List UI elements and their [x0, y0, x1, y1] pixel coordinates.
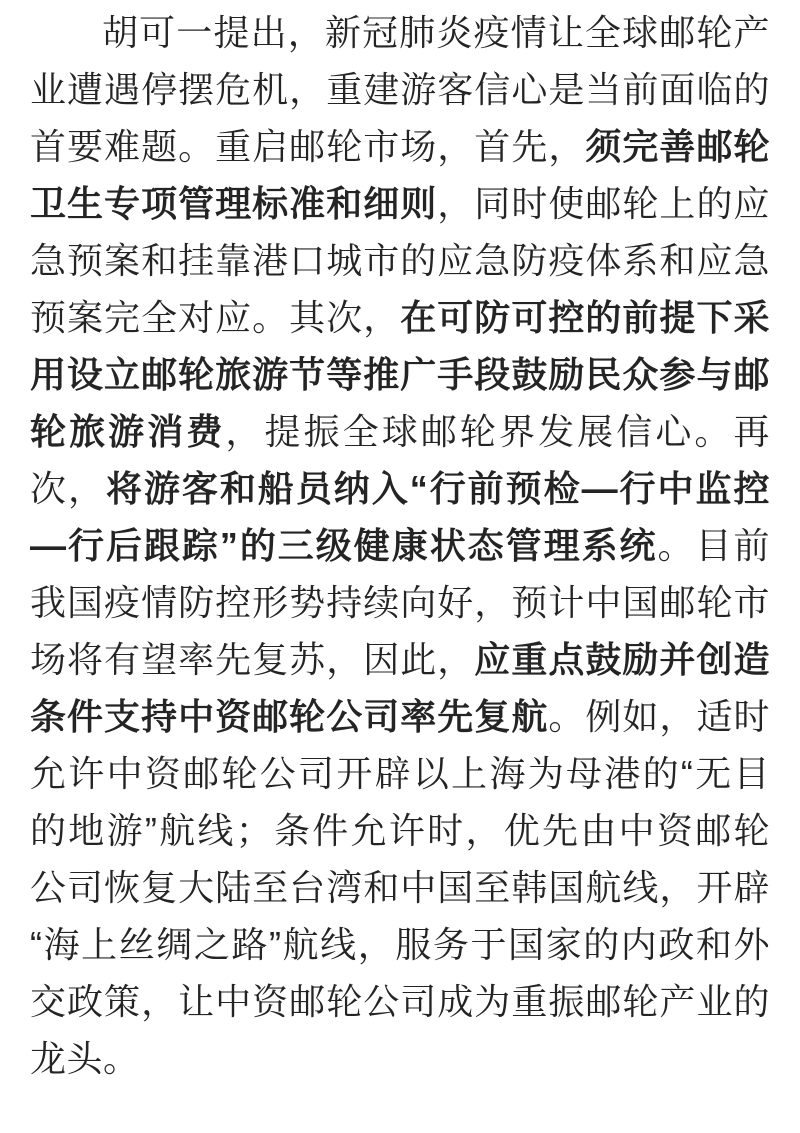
- text-segment-bold: 须完善邮轮卫生专项管理标准和细则: [30, 126, 770, 224]
- article-paragraph: [30, 4, 770, 1087]
- text-segment-bold: 应重点鼓励并创造条件支持中资邮轮公司率先复航: [30, 639, 770, 737]
- text-segment: 胡可一提出，新冠肺炎疫情让全球邮轮产业遭遇停摆危机，重建游客信心是当前面临的首要难题。重启邮轮市场，首先，: [30, 12, 770, 167]
- text-segment: ，提振全球邮轮界发展信心。再次，: [30, 411, 770, 509]
- text-segment-bold: 将游客和船员纳入“行前预检—行中监控—行后跟踪”的三级健康状态管理系统: [30, 468, 770, 566]
- text-segment: 。目前我国疫情防控形势持续向好，预计中国邮轮市场将有望率先复苏，因此，: [30, 525, 770, 680]
- text-segment: ，同时使邮轮上的应急预案和挂靠港口城市的应急防疫体系和应急预案完全对应。其次，: [30, 183, 770, 338]
- text-segment-bold: 在可防可控的前提下采用设立邮轮旅游节等推广手段鼓励民众参与邮轮旅游消费: [30, 297, 770, 452]
- text-segment: 。例如，适时允许中资邮轮公司开辟以上海为母港的“无目的地游”航线；条件允许时，优先由中资邮轮公司恢复大陆至台湾和中国至韩国航线，开辟“海上丝绸之路”航线，服务于国家的内政和外交政策，让中资邮轮公司成为重振邮轮产业的龙头。: [30, 696, 770, 1079]
